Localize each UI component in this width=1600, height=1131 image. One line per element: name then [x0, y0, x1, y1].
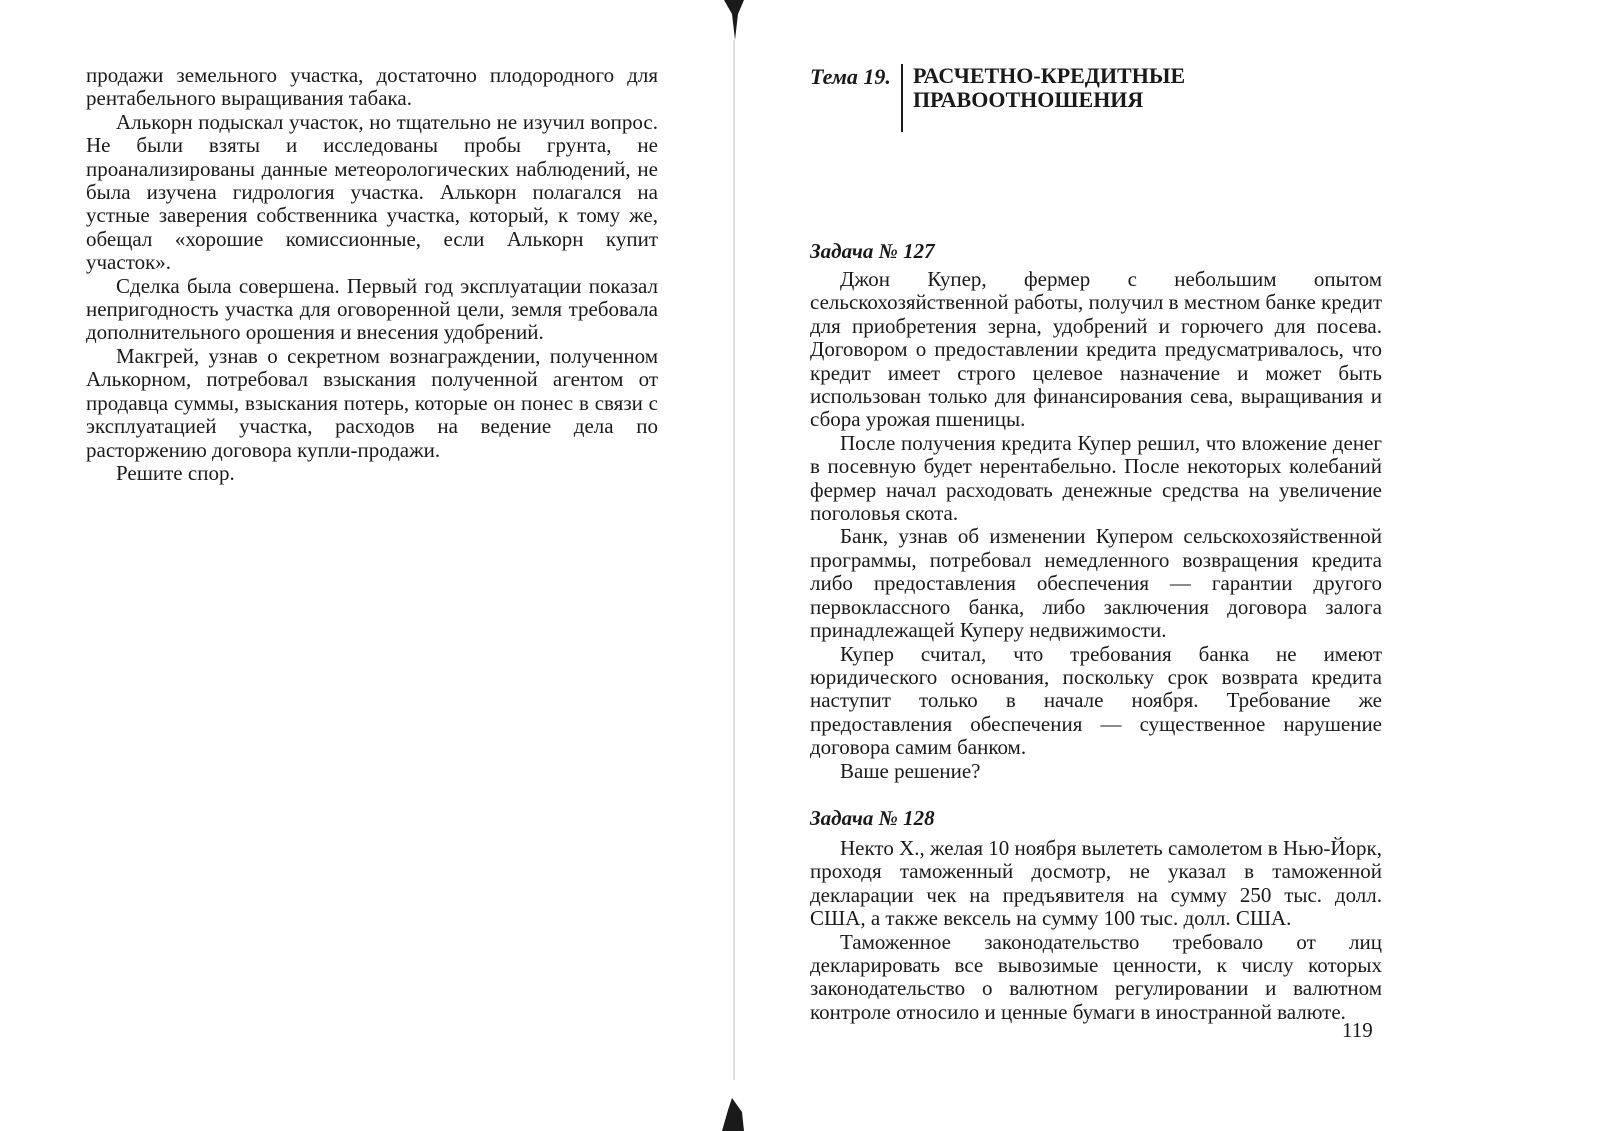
task-128-title: Задача № 128 — [810, 805, 935, 830]
theme-label: Тема 19. — [810, 64, 891, 89]
page-number: 119 — [1342, 1018, 1373, 1042]
task-128-paragraph-1: Некто X., желая 10 ноября вылететь самолетом в Нью-Йорк, проходя таможенный досмотр, не указал в таможенной декларации чек на предъявителя на сумму 250 тыс. долл. США, а также вексель на сумму 100 тыс. долл. США. — [810, 835, 1382, 931]
task-127-title: Задача № 127 — [810, 239, 935, 263]
task-127-paragraph-2: После получения кредита Купер решил, что вложение денег в посевную будет нерентабельно. После некоторых колебаний фермер начал расходовать денежные средства на увеличение поголовья скота. — [810, 430, 1382, 526]
theme-divider — [901, 64, 903, 132]
theme-title-line-1: РАСЧЕТНО-КРЕДИТНЫЕ — [912, 63, 1186, 88]
task-127-paragraph-1: Джон Купер, фермер с небольшим опытом сельскохозяйственной работы, получил в местном банке кредит для приобретения зерна, удобрений и горючего для посева. Договором о предоставлении кредита предусматривалось, что кредит имеет строго целевое назначение и может быть использован только для финансирования сева, выращивания и сбора урожая пшеницы. — [810, 267, 1382, 432]
theme-title-line-2: ПРАВООТНОШЕНИЯ — [912, 87, 1144, 112]
task-127-paragraph-4: Купер считал, что требования банка не имеют юридического основания, поскольку срок возврата кредита наступит только в начале ноября. Требование же предоставления обеспечения — существенное нарушение договора самим банком. — [810, 641, 1382, 760]
left-paragraph-5: Решите спор. — [116, 460, 235, 485]
left-paragraph-4: Макгрей, узнав о секретном вознаграждении, полученном Алькорном, потребовал взыскания полученной агентом от продавца суммы, взыскания потерь, которые он понес в связи с эксплуатацией участка, расходов на ведение дела по расторжению договора купли-продажи. — [86, 343, 658, 462]
book-gutter — [722, 0, 746, 1131]
left-paragraph-2: Алькорн подыскал участок, но тщательно не изучил вопрос. Не были взяты и исследованы пробы грунта, не проанализированы данные метеорологических наблюдений, не была изучена гидрология участка. Алькорн полагался на устные заверения собственника участка, который, к тому же, обещал «хорошие комиссионные, если Алькорн купит участок». — [86, 109, 658, 275]
theme-title — [913, 62, 1185, 112]
left-paragraph-3: Сделка была совершена. Первый год эксплуатации показал непригодность участка для оговоренной цели, земля требовала дополнительного орошения и внесения удобрений. — [86, 273, 658, 345]
right-page — [810, 62, 1382, 1024]
theme-header — [810, 62, 1382, 132]
task-128-paragraph-2: Таможенное законодательство требовало от лиц декларировать все вывозимые ценности, к числу которых законодательство о валютном регулировании и валютном контроле относило и ценные бумаги в иностранной валюте. — [810, 929, 1382, 1024]
left-paragraph-1: продажи земельного участка, достаточно плодородного для рентабельного выращивания табака. — [86, 63, 658, 111]
task-127-paragraph-3: Банк, узнав об изменении Купером сельскохозяйственной программы, потребовал немедленного возвращения кредита либо предоставления обеспечения — гарантии другого первоклассного банка, либо заключения договора залога принадлежащей Куперу недвижимости. — [810, 524, 1382, 643]
left-page — [86, 64, 658, 485]
task-127-paragraph-5: Ваше решение? — [840, 758, 981, 783]
